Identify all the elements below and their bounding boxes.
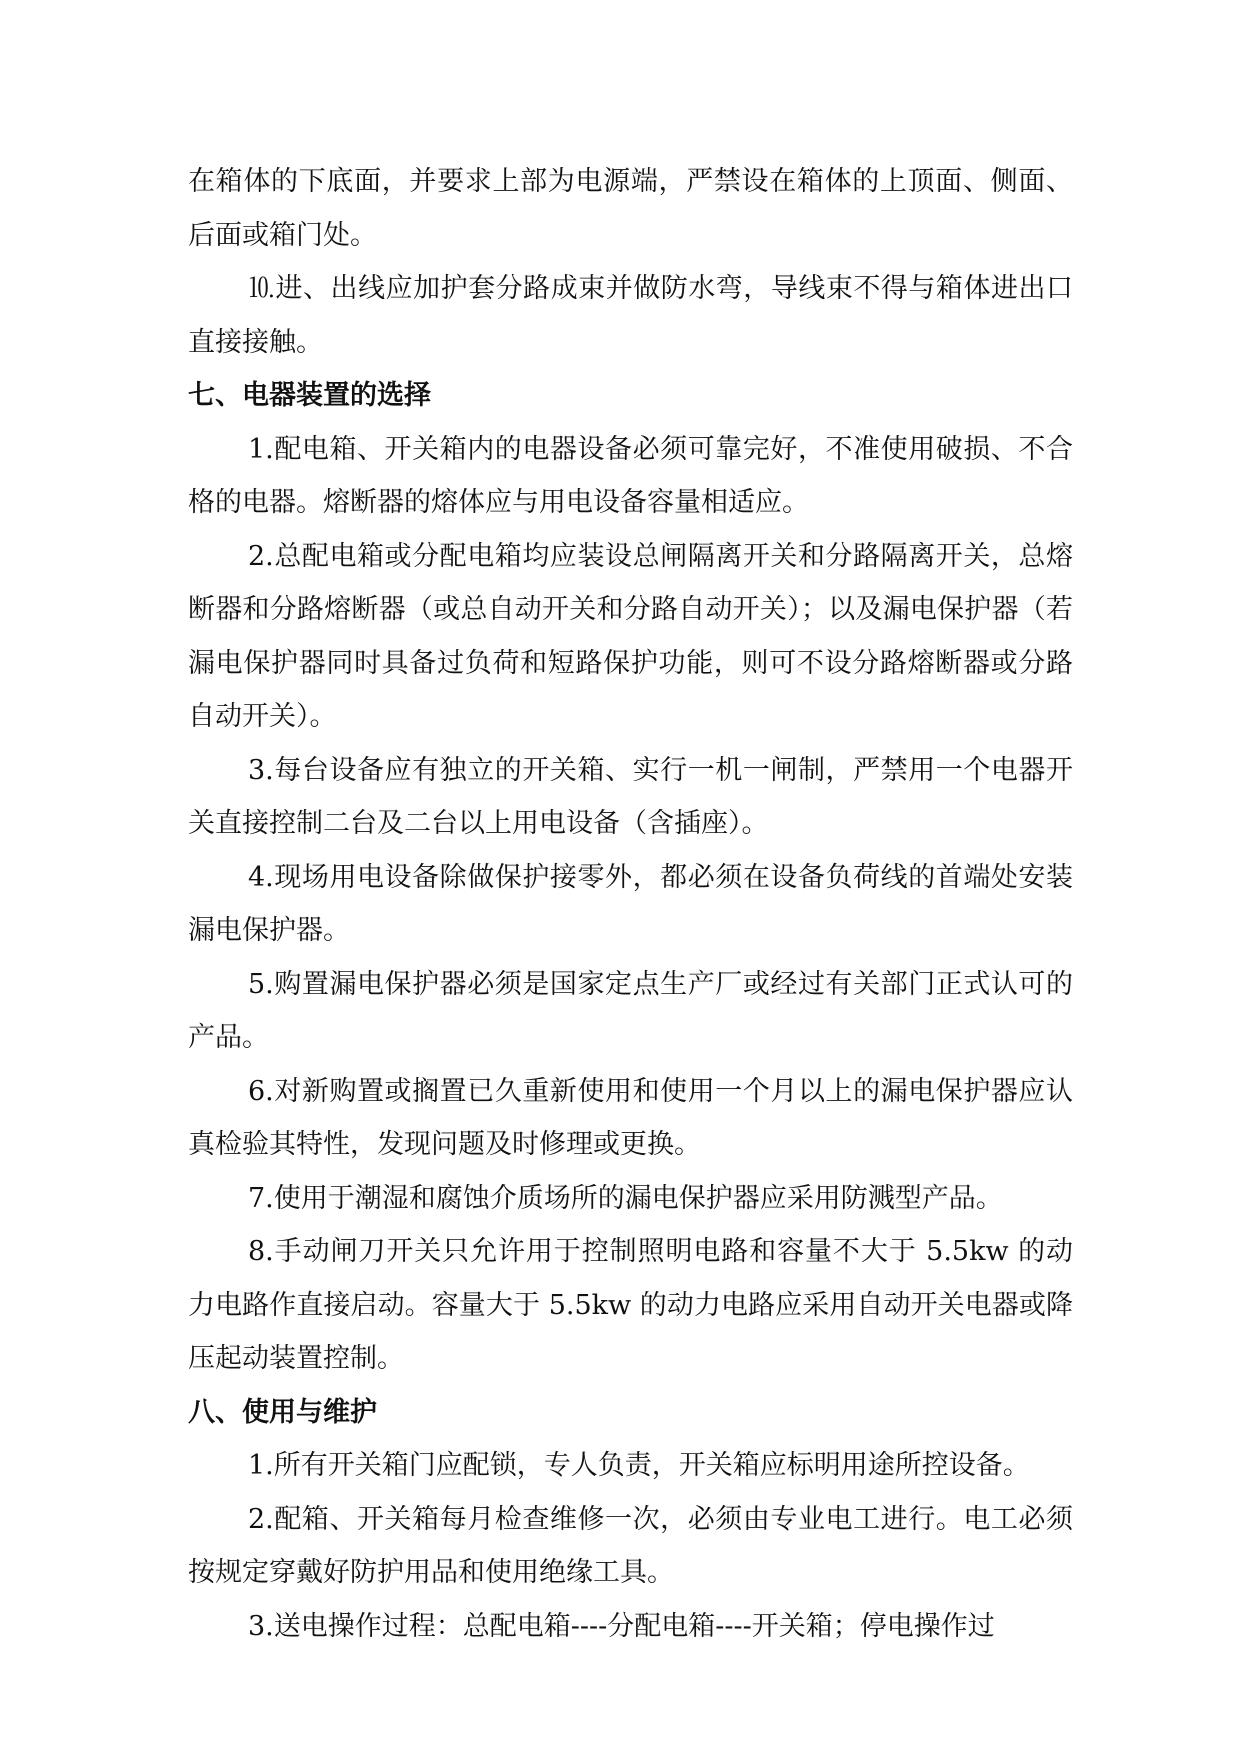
paragraph: 5.购置漏电保护器必须是国家定点生产厂或经过有关部门正式认可的产品。 <box>188 968 1073 1053</box>
paragraph: 在箱体的下底面，并要求上部为电源端，严禁设在箱体的上顶面、侧面、后面或箱门处。 <box>188 166 1073 251</box>
paragraph: 1.所有开关箱门应配锁，专人负责，开关箱应标明用途所控设备。 <box>248 1450 1030 1481</box>
section-heading: 八、使用与维护 <box>188 1396 377 1428</box>
document-body <box>188 155 1073 1653</box>
paragraph: 2.配箱、开关箱每月检查维修一次，必须由专业电工进行。电工必须按规定穿戴好防护用品和使用绝缘工具。 <box>188 1503 1073 1588</box>
paragraph: 8.手动闸刀开关只允许用于控制照明电路和容量不大于 5.5kw 的动力电路作直接启动。容量大于 5.5kw 的动力电路应采用自动开关电器或降压起动装置控制。 <box>188 1236 1073 1374</box>
paragraph: 1.配电箱、开关箱内的电器设备必须可靠完好，不准使用破损、不合格的电器。熔断器的熔体应与用电设备容量相适应。 <box>188 433 1073 518</box>
paragraph: ⒑进、出线应加护套分路成束并做防水弯，导线束不得与箱体进出口直接接触。 <box>188 273 1073 358</box>
paragraph: 4.现场用电设备除做保护接零外，都必须在设备负荷线的首端处安装漏电保护器。 <box>188 861 1073 946</box>
paragraph: 3.送电操作过程：总配电箱----分配电箱----开关箱；停电操作过 <box>248 1610 995 1642</box>
paragraph: 2.总配电箱或分配电箱均应装设总闸隔离开关和分路隔离开关，总熔断器和分路熔断器（或总自动开关和分路自动开关）；以及漏电保护器（若漏电保护器同时具备过负荷和短路保护功能，则可不设分路熔断器或分路自动开关）。 <box>188 540 1073 732</box>
section-heading: 七、电器装置的选择 <box>188 380 431 411</box>
paragraph: 3.每台设备应有独立的开关箱、实行一机一闸制，严禁用一个电器开关直接控制二台及二台以上用电设备（含插座）。 <box>188 754 1073 839</box>
paragraph: 6.对新购置或搁置已久重新使用和使用一个月以上的漏电保护器应认真检验其特性，发现问题及时修理或更换。 <box>188 1075 1073 1160</box>
paragraph: 7.使用于潮湿和腐蚀介质场所的漏电保护器应采用防溅型产品。 <box>248 1182 1003 1214</box>
